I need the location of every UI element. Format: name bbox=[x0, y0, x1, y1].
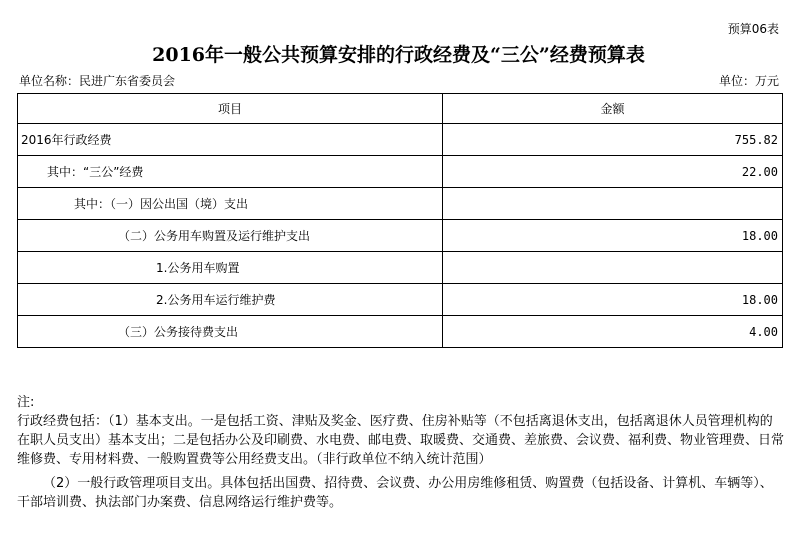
row-item: 1.公务用车购置 bbox=[18, 252, 443, 284]
row-amount: 18.00 bbox=[443, 220, 783, 252]
header-item: 项目 bbox=[18, 94, 443, 124]
row-amount: 4.00 bbox=[443, 316, 783, 348]
table-row bbox=[18, 124, 783, 156]
unit-currency: 单位：万元 bbox=[718, 74, 779, 88]
notes-paragraph-1: 行政经费包括：（1）基本支出。一是包括工资、津贴及奖金、医疗费、住房补贴等（不包括离退休支出，包括离退休人员管理机构的在职人员支出）基本支出；二是包括办公及印刷费、水电费、邮电费、取暖费、交通费、差旅费、会议费、福利费、物业管理费、日常维修费、专用材料费、一般购置费等公用经费支出。（非行政单位不纳入统计范围） bbox=[17, 414, 785, 467]
row-item: 2016年行政经费 bbox=[18, 124, 443, 156]
row-item: （三）公务接待费支出 bbox=[18, 316, 443, 348]
table-row bbox=[18, 220, 783, 252]
row-item: 其中：（一）因公出国（境）支出 bbox=[18, 188, 443, 220]
notes-section bbox=[17, 393, 785, 512]
notes-paragraph-2: （2）一般行政管理项目支出。具体包括出国费、招待费、会议费、办公用房维修租赁、购置费（包括设备、计算机、车辆等）、干部培训费、执法部门办案费、信息网络运行维护费等。 bbox=[17, 476, 773, 510]
row-amount: 755.82 bbox=[443, 124, 783, 156]
table-row bbox=[18, 252, 783, 284]
row-amount bbox=[443, 252, 783, 284]
table-row bbox=[18, 188, 783, 220]
header-amount: 金额 bbox=[443, 94, 783, 124]
notes-label: 注: bbox=[17, 395, 35, 410]
table-row bbox=[18, 316, 783, 348]
form-number: 预算06表 bbox=[727, 22, 779, 36]
budget-table bbox=[17, 93, 783, 348]
row-item: 2.公务用车运行维护费 bbox=[18, 284, 443, 316]
table-row bbox=[18, 284, 783, 316]
row-item: 其中：“三公”经费 bbox=[18, 156, 443, 188]
row-amount: 22.00 bbox=[443, 156, 783, 188]
unit-name: 单位名称：民进广东省委员会 bbox=[19, 74, 176, 88]
page-title: 2016年一般公共预算安排的行政经费及“三公”经费预算表 bbox=[152, 44, 645, 66]
table-row bbox=[18, 156, 783, 188]
row-amount bbox=[443, 188, 783, 220]
table-header-row bbox=[18, 94, 783, 124]
row-item: （二）公务用车购置及运行维护支出 bbox=[18, 220, 443, 252]
row-amount: 18.00 bbox=[443, 284, 783, 316]
